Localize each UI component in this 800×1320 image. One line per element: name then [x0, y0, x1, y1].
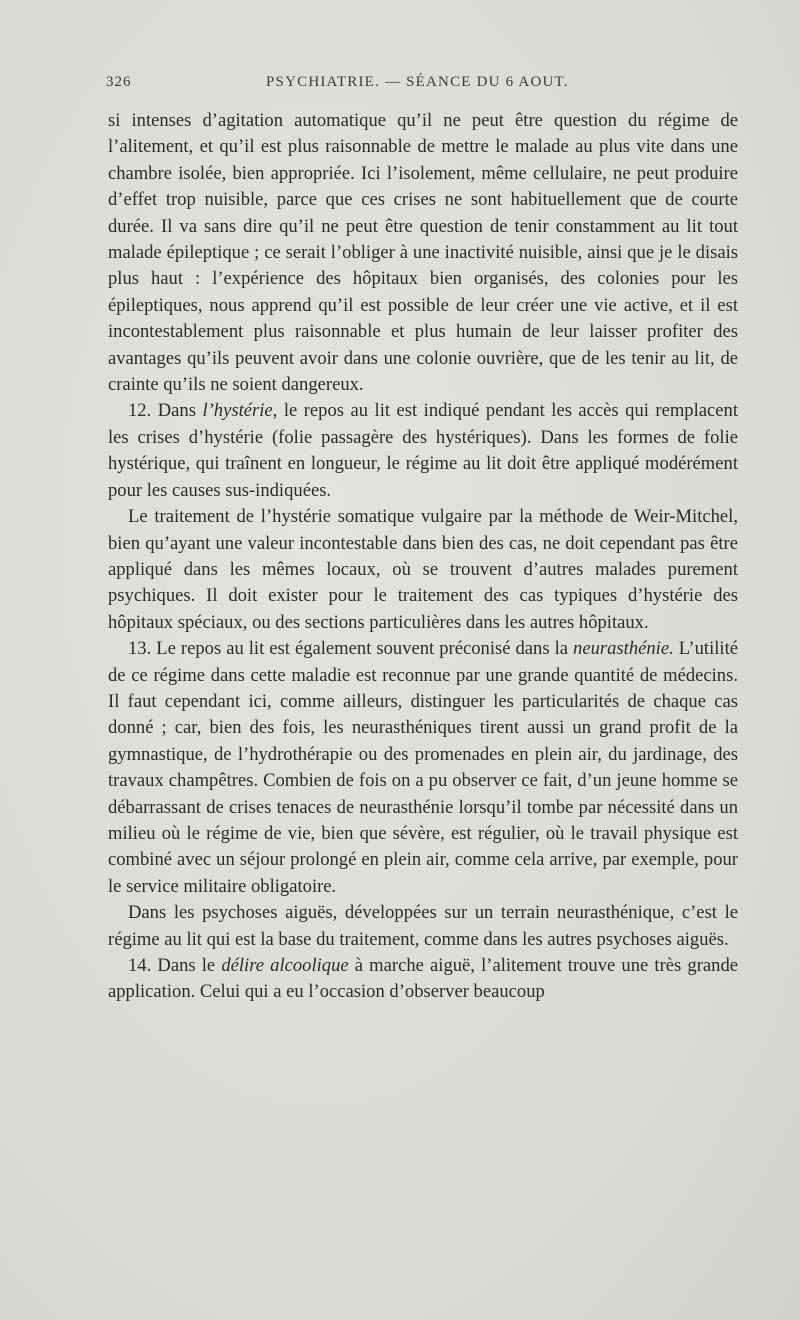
- paragraph-13-neurasthenia: [108, 636, 738, 900]
- paragraph-text: Le repos au lit est également souvent préconisé dans la: [151, 638, 574, 660]
- section-number: 14.: [128, 955, 152, 976]
- italic-term: neurasthénie.: [573, 638, 674, 660]
- paragraph-weir-mitchel: Le traitement de l’hystérie somatique vulgaire par la méthode de Weir-Mitchel, bien qu’ayant une valeur incontestable dans bien des cas, ne doit cependant pas être appliqué dans les mêmes locaux, où se trouvent d’autres malades purement psychiques. Il doit exister pour le traitement des cas typiques d’hystérie des hôpitaux spéciaux, ou des sections particulières dans les autres hôpitaux.: [108, 506, 738, 633]
- section-number: 12.: [128, 400, 152, 422]
- paragraph-epilepsy-continuation: si intenses d’agitation automatique qu’il ne peut être question du régime de l’alitement, et qu’il est plus raisonnable de mettre le malade au plus vite dans une chambre isolée, bien appropriée. Ici l’isolement, même cellulaire, ne peut produire d’effet trop nuisible, parce que ces crises ne sont habituellement que de courte durée. Il va sans dire qu’il ne peut être question de tenir constamment au lit tout malade épileptique ; ce serait l’obliger à une inactivité nuisible, ainsi que je le disais plus haut : l’expérience des hôpitaux bien organisés, des colonies pour les épileptiques, nous apprend qu’il est possible de leur créer une vie active, et il est incontestablement plus raisonnable et plus humain de leur laisser profiter des avantages qu’ils peuvent avoir dans une colonie ouvrière, que de les tenir au lit, de crainte qu’ils ne soient dangereux.: [108, 110, 738, 396]
- paragraph-14-alcoholic-delirium: [108, 953, 738, 1006]
- section-number: 13.: [128, 638, 152, 660]
- page-number: 326: [106, 74, 132, 90]
- running-title: PSYCHIATRIE. — SÉANCE DU 6 AOUT.: [266, 74, 569, 90]
- paragraph-text: Dans: [151, 400, 203, 422]
- body-text: [108, 108, 738, 1006]
- paragraph-12-hysteria: [108, 398, 738, 504]
- page-header: [106, 74, 742, 96]
- paragraph-text: Dans le: [151, 955, 222, 976]
- paragraph-text: L’utilité de ce régime dans cette maladie est reconnue par une grande quantité de médecins. Il faut cependant ici, comme ailleurs, distinguer les particularités de chaque cas donné ; car, bien des fois, les neurasthéniques tirent aussi un grand profit de la gymnastique, de l’hydrothérapie ou des promenades en plein air, du jardinage, des travaux champêtres. Combien de fois on a pu observer ce fait, d’un jeune homme se débarrassant de crises tenaces de neurasthénie lorsqu’il tombe par nécessité dans un milieu où le régime de vie, bien que sévère, est régulier, où le travail physique est combiné avec un séjour prolongé en plein air, comme cela arrive, par exemple, pour le service militaire obligatoire.: [108, 638, 738, 897]
- italic-term: délire alcoolique: [221, 955, 349, 976]
- italic-term: l’hystérie,: [202, 400, 278, 422]
- paragraph-text: à marche aiguë, l’alitement trouve une très grande application. Celui qui a eu l’occasion d’observer beaucoup: [108, 955, 738, 1003]
- paragraph-acute-psychoses: Dans les psychoses aiguës, développées sur un terrain neurasthénique, c’est le régime au lit qui est la base du traitement, comme dans les autres psychoses aiguës.: [108, 902, 738, 950]
- paragraph-text: le repos au lit est indiqué pendant les accès qui remplacent les crises d’hystérie (folie passagère des hystériques). Dans les formes de folie hystérique, qui traînent en longueur, le régime au lit doit être appliqué modérément pour les causes sus-indiquées.: [108, 400, 738, 501]
